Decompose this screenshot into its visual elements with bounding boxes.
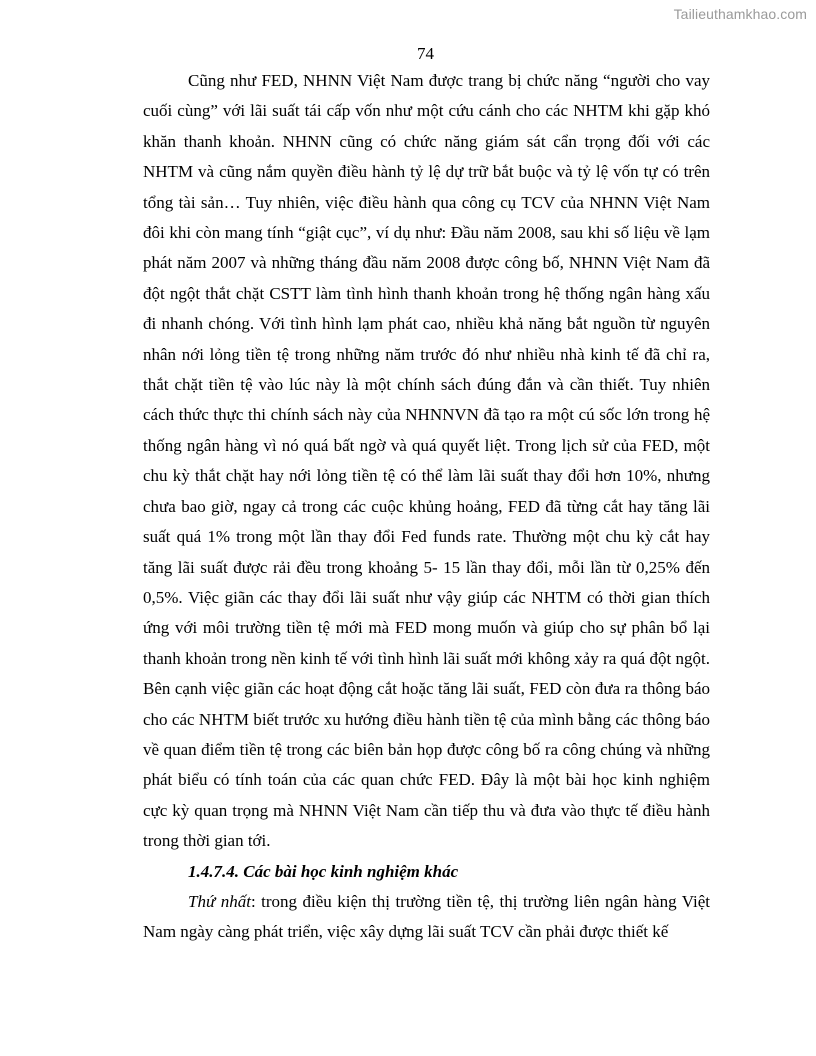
section-heading: 1.4.7.4. Các bài học kinh nghiệm khác	[188, 861, 459, 881]
paragraph-text: : trong điều kiện thị trường tiền tệ, thị trường liên ngân hàng Việt Nam ngày càng phát triển, việc xây dựng lãi suất TCV cần phải được thiết kế	[143, 891, 710, 942]
watermark: Tailieuthamkhao.com	[673, 6, 807, 22]
page-number: 74	[417, 44, 434, 63]
document-body	[143, 66, 710, 948]
body-paragraph: Cũng như FED, NHNN Việt Nam được trang bị chức năng “người cho vay cuối cùng” với lãi suất tái cấp vốn như một cứu cánh cho các NHTM khi gặp khó khăn thanh khoản. NHNN cũng có chức năng giám sát cẩn trọng đối với các NHTM và cũng nắm quyền điều hành tỷ lệ dự trữ bắt buộc và tỷ lệ vốn tự có trên tổng tài sản… Tuy nhiên, việc điều hành qua công cụ TCV của NHNN Việt Nam đôi khi còn mang tính “giật cục”, ví dụ như: Đầu năm 2008, sau khi số liệu về lạm phát năm 2007 và những tháng đầu năm 2008 được công bố, NHNN Việt Nam đã đột ngột thắt chặt CSTT làm tình hình thanh khoản trong hệ thống ngân hàng xấu đi nhanh chóng. Với tình hình lạm phát cao, nhiều khả năng bắt nguồn từ nguyên nhân nới lỏng tiền tệ trong những năm trước đó như nhiều nhà kinh tế đã chỉ ra, thắt chặt tiền tệ vào lúc này là một chính sách đúng đắn và cần thiết. Tuy nhiên cách thức thực thi chính sách này của NHNNVN đã tạo ra một cú sốc lớn trong hệ thống ngân hàng vì nó quá bất ngờ và quá quyết liệt. Trong lịch sử của FED, một chu kỳ thắt chặt hay nới lỏng tiền tệ có thể làm lãi suất thay đổi hơn 10%, nhưng chưa bao giờ, ngay cả trong các cuộc khủng hoảng, FED đã từng cắt hay tăng lãi suất quá 1% trong một lần thay đổi Fed funds rate. Thường một chu kỳ cắt hay tăng lãi suất được rải đều trong khoảng 5- 15 lần thay đổi, mỗi lần từ 0,25% đến 0,5%. Việc giãn các thay đổi lãi suất như vậy giúp các NHTM có thời gian thích ứng với môi trường tiền tệ mới mà FED mong muốn và giúp cho sự phân bổ lại thanh khoản trong nền kinh tế với tình hình lãi suất mới không xảy ra quá đột ngột. Bên cạnh việc giãn các hoạt động cắt hoặc tăng lãi suất, FED còn đưa ra thông báo cho các NHTM biết trước xu hướng điều hành tiền tệ của mình bằng các thông báo về quan điểm tiền tệ trong các biên bản họp được công bố ra công chúng và những phát biểu có tính toán của các quan chức FED. Đây là một bài học kinh nghiệm cực kỳ quan trọng mà NHNN Việt Nam cần tiếp thu và đưa vào thực tế điều hành trong thời gian tới.	[143, 71, 710, 851]
paragraph-lead: Thứ nhất	[188, 891, 251, 911]
body-paragraph	[143, 887, 710, 948]
